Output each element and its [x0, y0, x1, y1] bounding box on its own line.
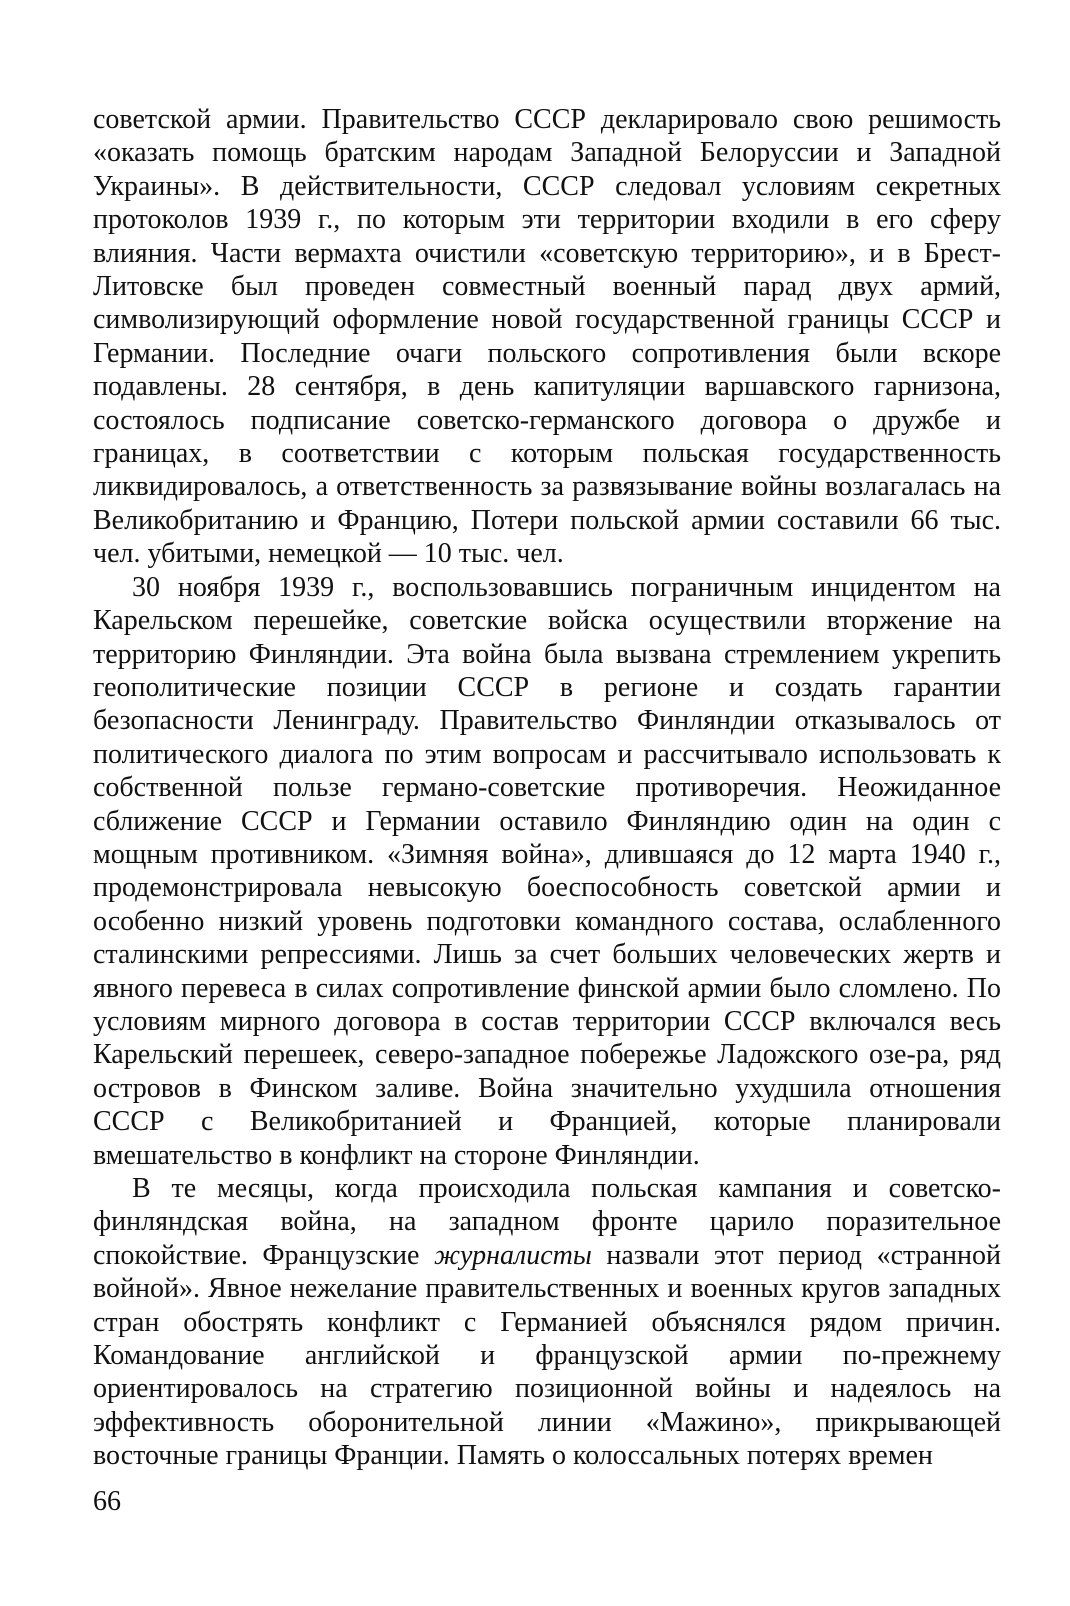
page-body [93, 103, 1001, 1473]
paragraph-1: советской армии. Правительство СССР декларировало свою решимость «оказать помощь братским народам Западной Белоруссии и Западной Украины». В действительности, СССР следовал условиям секретных протоколов 1939 г., по которым эти территории входили в его сферу влияния. Части вермахта очистили «советскую территорию», и в Брест-Литовске был проведен совместный военный парад двух армий, символизирующий оформление новой государственной границы СССР и Германии. Последние очаги польского сопротивления были вскоре подавлены. 28 сентября, в день капитуляции варшавского гарнизона, состоялось подписание советско-германского договора о дружбе и границах, в соответствии с которым польская государственность ликвидировалось, а ответственность за развязывание войны возлагалась на Великобританию и Францию, Потери польской армии составили 66 тыс. чел. убитыми, немецкой — 10 тыс. чел. [93, 104, 1001, 570]
paragraph-3-text-start: В те месяцы, когда происходила польская кампания и советско-финляндская война, на западном фронте царило поразительное спокойствие. Французские [93, 1173, 1001, 1271]
paragraph-3-italic-word: журналисты [434, 1239, 592, 1271]
paragraph-2: 30 ноября 1939 г., воспользовавшись пограничным инцидентом на Карельском перешейке, советские войска осуществили вторжение на территорию Финляндии. Эта война была вызвана стремлением укрепить геополитические позиции СССР в регионе и создать гарантии безопасности Ленинграду. Правительство Финляндии отказывалось от политического диалога по этим вопросам и рассчитывало использовать к собственной пользе германо-советские противоречия. Неожиданное сближение СССР и Германии оставило Финляндию один на один с мощным противником. «Зимняя война», длившаяся до 12 марта 1940 г., продемонстрировала невысокую боеспособность советской армии и особенно низкий уровень подготовки командного состава, ослабленного сталинскими репрессиями. Лишь за счет больших человеческих жертв и явного перевеса в силах сопротивление финской армии было сломлено. По условиям мирного договора в состав территории СССР включался весь Карельский перешеек, северо-западное побережье Ладожского озе-ра, ряд островов в Финском заливе. Война значительно ухудшила отношения СССР с Великобританией и Францией, которые планировали вмешательство в конфликт на стороне Финляндии. [93, 571, 1001, 1171]
paragraph-3-text-end: назвали этот период «странной войной». Явное нежелание правительственных и военных кругов западных стран обострять конфликт с Германией объяснялся рядом причин. Командование английской и французской армии по-прежнему ориентировалось на стратегию позиционной войны и надеялось на эффективность оборонительной линии «Мажино», прикрывающей восточные границы Франции. Память о колоссальных потерях времен [93, 1239, 1001, 1472]
paragraph-3 [93, 1172, 1001, 1473]
page-number: 66 [93, 1486, 121, 1517]
